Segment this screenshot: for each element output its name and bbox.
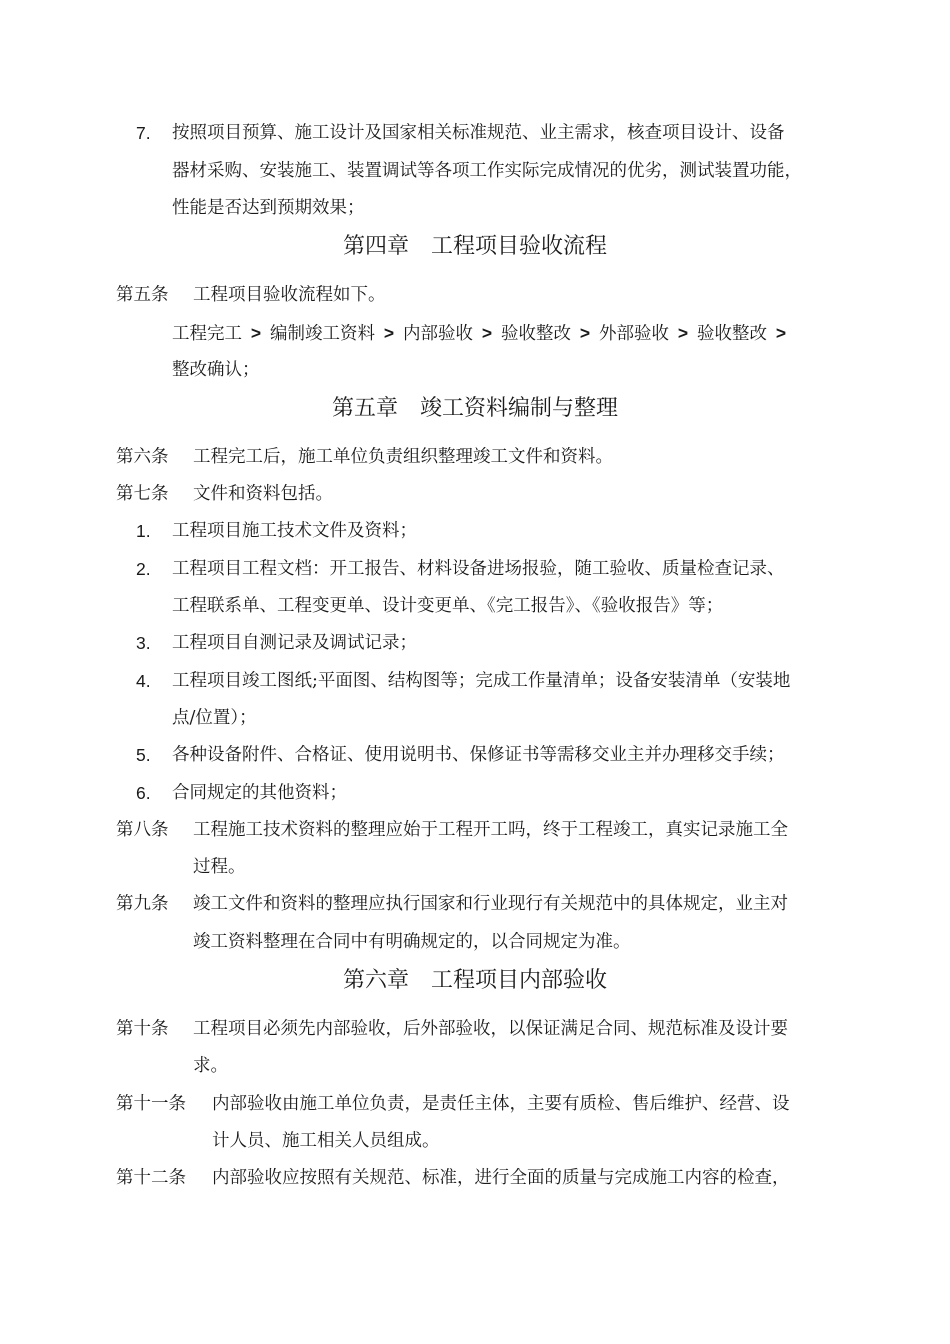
list-item-number: 4. xyxy=(136,671,151,691)
list-item-text: 点/位置）； xyxy=(172,708,257,728)
list-item-text: 器材采购、安装施工、装置调试等各项工作实际完成情况的优劣，测试装置功能， xyxy=(172,161,802,181)
article-label: 第十一条 xyxy=(116,1094,186,1114)
article-text: 工程完工后，施工单位负责组织整理竣工文件和资料。 xyxy=(193,447,613,467)
list-item-text: 工程项目施工技术文件及资料； xyxy=(172,521,417,541)
chapter-heading: 第六章 工程项目内部验收 xyxy=(342,968,607,993)
acceptance-flow xyxy=(172,321,795,346)
list-item-text: 性能是否达到预期效果； xyxy=(172,198,365,218)
list-item-text: 工程项目竣工图纸;平面图、结构图等；完成工作量清单；设备安装清单（安装地 xyxy=(172,671,791,691)
flow-arrow: > xyxy=(383,323,395,343)
article-text: 工程施工技术资料的整理应始于工程开工吗，终于工程竣工，真实记录施工全 xyxy=(193,820,788,840)
article-text: 内部验收由施工单位负责，是责任主体，主要有质检、售后维护、经营、设 xyxy=(212,1094,790,1114)
list-item-text: 按照项目预算、施工设计及国家相关标准规范、业主需求，核查项目设计、设备 xyxy=(172,123,785,143)
chapter-heading: 第四章 工程项目验收流程 xyxy=(342,234,607,259)
flow-arrow: > xyxy=(250,323,262,343)
flow-step: 验收整改 xyxy=(501,324,571,344)
article-label: 第六条 xyxy=(116,447,169,467)
article-text: 工程项目必须先内部验收，后外部验收，以保证满足合同、规范标准及设计要 xyxy=(193,1019,788,1039)
article-label: 第八条 xyxy=(116,820,169,840)
flow-step: 验收整改 xyxy=(697,324,767,344)
article-label: 第九条 xyxy=(116,894,169,914)
list-item-text: 工程项目自测记录及调试记录； xyxy=(172,633,417,653)
flow-step: 编制竣工资料 xyxy=(270,324,375,344)
flow-arrow: > xyxy=(481,323,493,343)
article-label: 第五条 xyxy=(116,285,169,305)
list-item-number: 3. xyxy=(136,633,151,653)
article-text: 文件和资料包括。 xyxy=(193,484,333,504)
chapter-heading: 第五章 竣工资料编制与整理 xyxy=(331,396,618,421)
list-item-text: 工程联系单、工程变更单、设计变更单、《完工报告》、《验收报告》等； xyxy=(172,596,724,616)
flow-arrow: > xyxy=(579,323,591,343)
flow-step: 工程完工 xyxy=(172,324,242,344)
article-text: 工程项目验收流程如下。 xyxy=(193,285,386,305)
article-text: 求。 xyxy=(193,1056,228,1076)
list-item-number: 6. xyxy=(136,783,151,803)
article-label: 第十二条 xyxy=(116,1168,186,1188)
list-item-number: 1. xyxy=(136,521,151,541)
article-text: 过程。 xyxy=(193,857,246,877)
article-text: 竣工资料整理在合同中有明确规定的，以合同规定为准。 xyxy=(193,932,631,952)
article-text: 内部验收应按照有关规范、标准，进行全面的质量与完成施工内容的检查， xyxy=(212,1168,790,1188)
flow-step: 外部验收 xyxy=(599,324,669,344)
list-item-text: 各种设备附件、合格证、使用说明书、保修证书等需移交业主并办理移交手续； xyxy=(172,745,785,765)
article-label: 第十条 xyxy=(116,1019,169,1039)
list-item-text: 合同规定的其他资料； xyxy=(172,783,347,803)
article-label: 第七条 xyxy=(116,484,169,504)
article-text: 计人员、施工相关人员组成。 xyxy=(212,1131,440,1151)
flow-step: 内部验收 xyxy=(403,324,473,344)
article-text: 竣工文件和资料的整理应执行国家和行业现行有关规范中的具体规定，业主对 xyxy=(193,894,788,914)
list-item-number: 5. xyxy=(136,745,151,765)
list-item-number: 2. xyxy=(136,559,151,579)
flow-end-step: 整改确认； xyxy=(172,360,260,380)
list-item-text: 工程项目工程文档：开工报告、材料设备进场报验，随工验收、质量检查记录、 xyxy=(172,559,785,579)
list-item-number: 7. xyxy=(136,123,151,143)
flow-arrow: > xyxy=(677,323,689,343)
flow-arrow: > xyxy=(775,323,787,343)
